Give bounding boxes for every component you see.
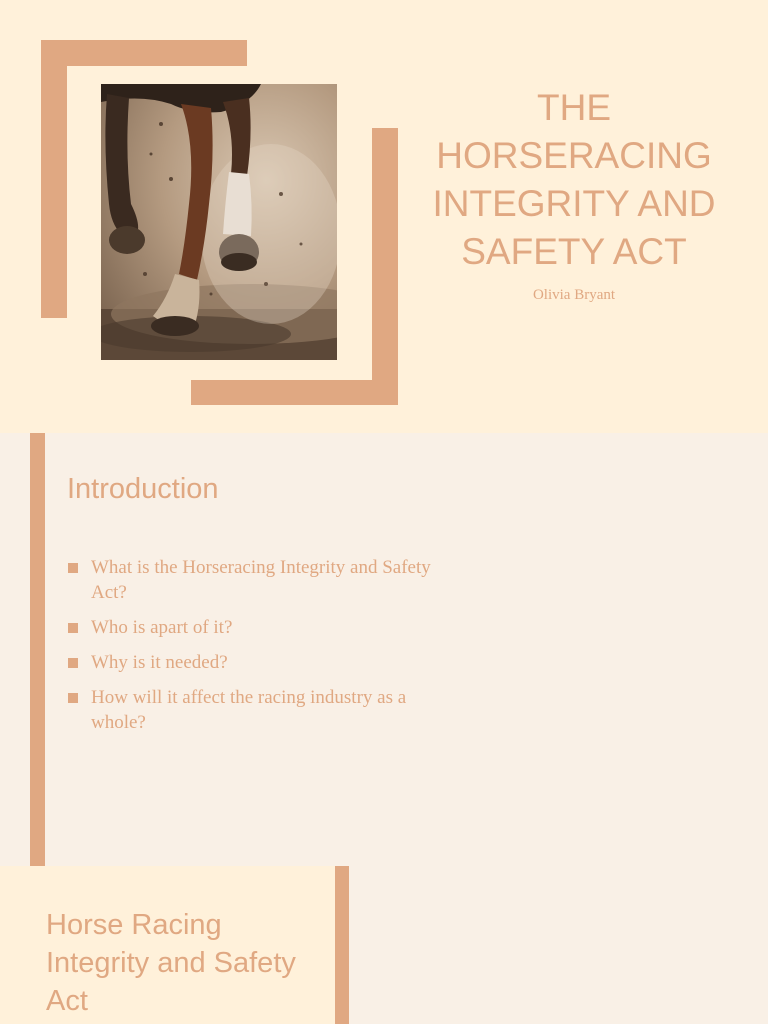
presentation-author: Olivia Bryant xyxy=(532,287,616,303)
presentation-title: THE HORSERACING INTEGRITY AND SAFETY ACT xyxy=(432,87,716,272)
decorative-bracket-right xyxy=(372,128,398,405)
accent-bar xyxy=(30,433,45,866)
square-bullet-icon xyxy=(68,693,78,703)
slide-title: Horse Racing Integrity and Safety Act xyxy=(46,909,296,1017)
decorative-bracket-bottom xyxy=(191,380,398,405)
list-item-text: Why is it needed? xyxy=(91,652,228,673)
horse-legs-photo xyxy=(101,84,337,360)
square-bullet-icon xyxy=(68,623,78,633)
list-item xyxy=(67,650,447,675)
list-item xyxy=(67,555,447,605)
list-item-text: Who is apart of it? xyxy=(91,617,233,638)
list-item xyxy=(67,615,447,640)
slide-heading: Introduction xyxy=(67,473,219,505)
introduction-slide xyxy=(0,433,768,866)
decorative-bracket-left xyxy=(41,40,67,318)
list-item-text: What is the Horseracing Integrity and Safety Act? xyxy=(91,557,431,603)
bullet-list xyxy=(67,555,447,745)
square-bullet-icon xyxy=(68,563,78,573)
list-item xyxy=(67,685,447,735)
third-slide xyxy=(0,866,768,1024)
list-item-text: How will it affect the racing industry as a whole? xyxy=(91,687,407,733)
square-bullet-icon xyxy=(68,658,78,668)
decorative-bracket-top xyxy=(41,40,247,66)
accent-bar xyxy=(335,866,349,1024)
title-slide xyxy=(0,0,768,433)
